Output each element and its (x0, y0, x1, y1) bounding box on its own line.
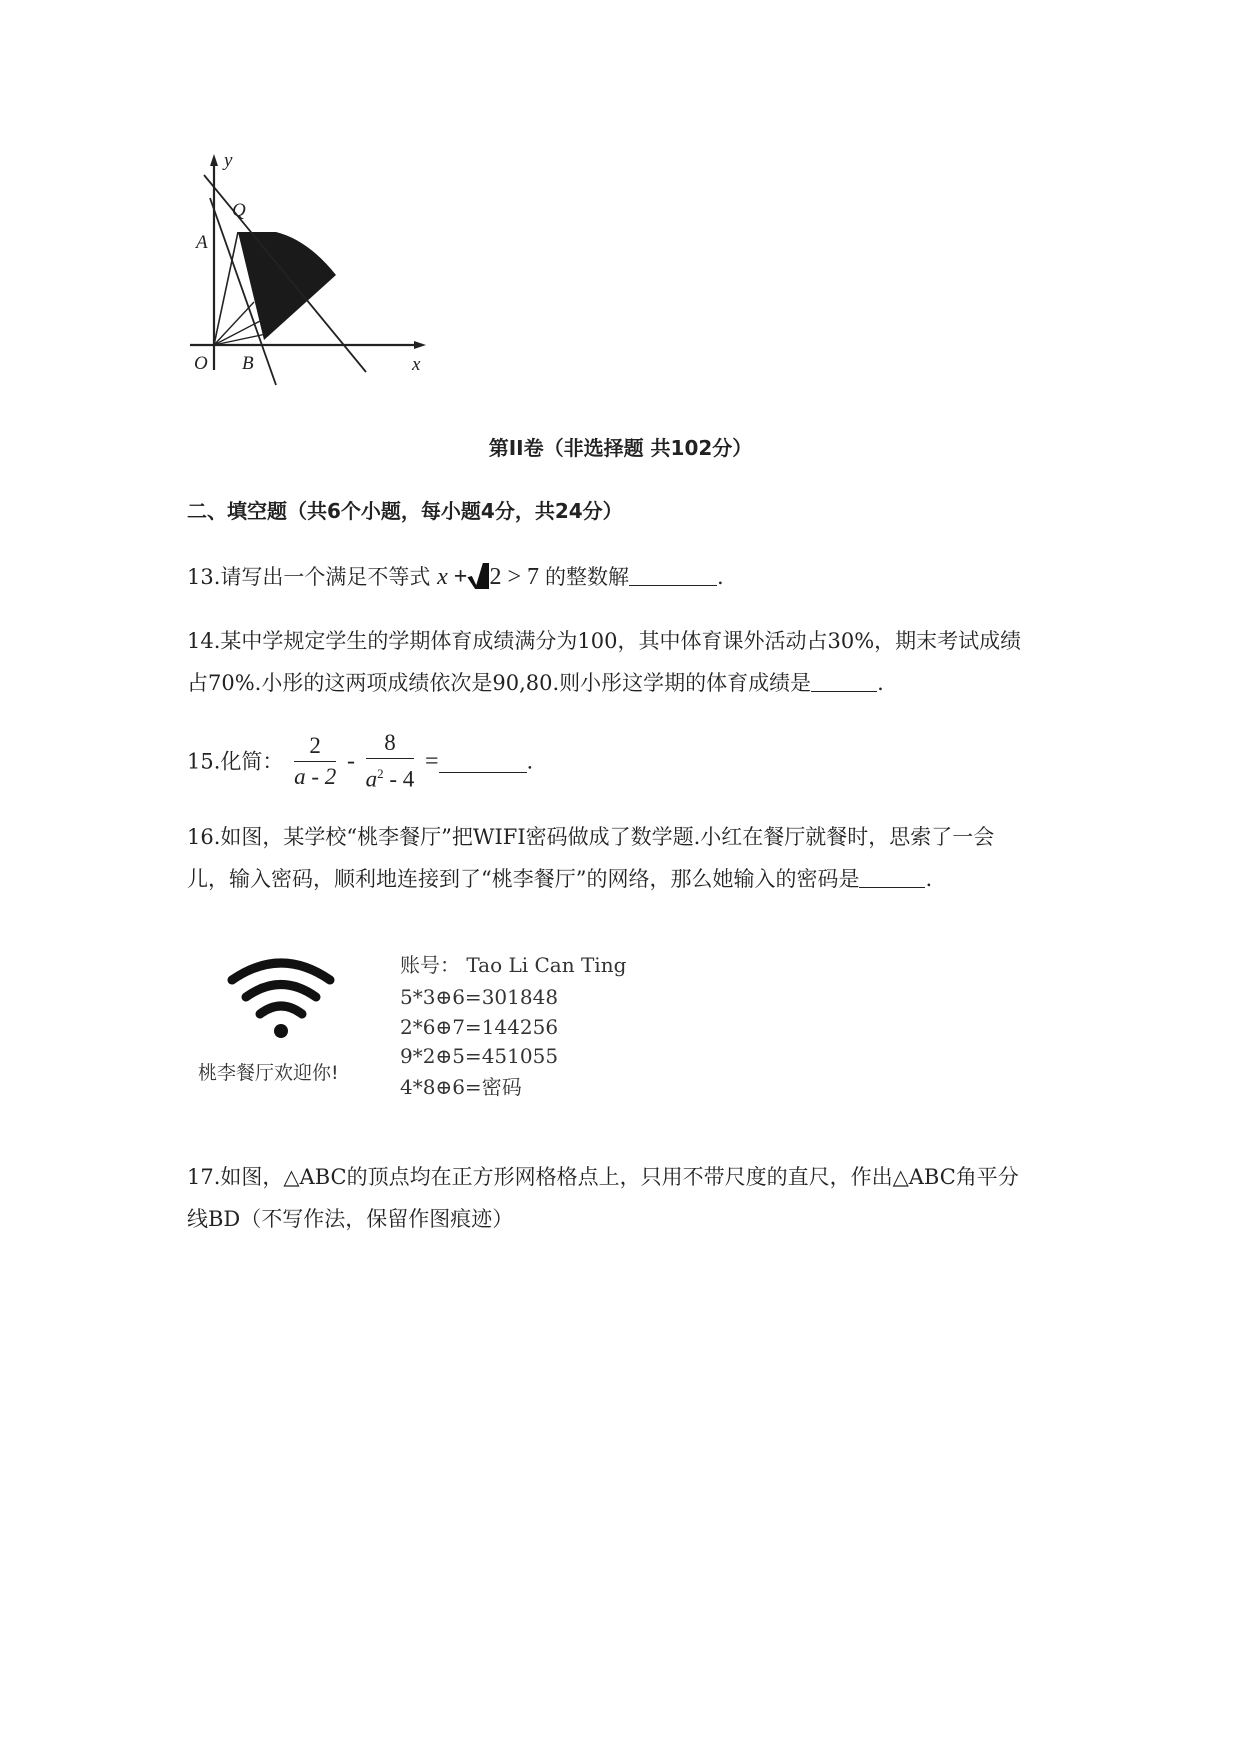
q15-frac2-num: 8 (366, 728, 415, 759)
q14-line1: 14.某中学规定学生的学期体育成绩满分为100，其中体育课外活动占30%，期末考试成绩 (187, 629, 1022, 653)
q15-equals: = (425, 748, 439, 775)
question-17 (187, 1156, 1057, 1240)
wifi-row-3: 9*2⊕5=451055 (400, 1044, 559, 1068)
q14-end: . (877, 671, 884, 695)
q15-fraction-2 (366, 728, 415, 795)
ray-1 (214, 302, 254, 345)
wifi-row-4: 4*8⊕6=密码 (400, 1075, 522, 1099)
q15-frac1-num: 2 (294, 731, 336, 762)
q13-two: 2 (489, 564, 502, 590)
q14-answer-blank[interactable] (811, 669, 877, 692)
q13-gt: > 7 (507, 564, 539, 590)
q16-end: . (925, 867, 933, 891)
label-b: B (242, 353, 254, 374)
label-x: x (412, 354, 421, 375)
q13-plus: + (453, 564, 468, 590)
x-axis-arrow (414, 341, 426, 349)
label-q: Q (232, 200, 246, 221)
q14-line2: 占70%.小彤的这两项成绩依次是90,80.则小彤这学期的体育成绩是 (187, 671, 812, 695)
question-15 (187, 728, 1057, 795)
wifi-figure (190, 938, 640, 1108)
q15-prefix: 15.化简： (187, 749, 284, 774)
section-title: 第II卷（非选择题 共102分） (488, 436, 753, 460)
q16-line2: 儿，输入密码，顺利地连接到了“桃李餐厅”的网络，那么她输入的密码是 (187, 867, 860, 891)
ray-2 (214, 320, 262, 345)
q15-answer-blank[interactable] (439, 750, 527, 773)
q16-line2-wrap (187, 858, 1057, 900)
wifi-row-1: 5*3⊕6=301848 (400, 985, 559, 1009)
shaded-sector (238, 232, 336, 340)
q13-x: x (437, 564, 448, 590)
coordinate-figure (190, 150, 430, 390)
label-o: O (194, 353, 208, 374)
q13-radical (467, 563, 489, 589)
q16-answer-blank[interactable] (859, 865, 925, 888)
q15-end: . (526, 749, 534, 774)
wifi-welcome: 桃李餐厅欢迎你! (198, 1062, 339, 1084)
wifi-icon (226, 952, 336, 1042)
label-y: y (224, 150, 233, 171)
question-13 (187, 556, 1057, 598)
q13-prefix: 13.请写出一个满足不等式 (187, 565, 431, 589)
q15-fraction-1 (294, 731, 336, 792)
label-a: A (196, 232, 208, 253)
wifi-row-2: 2*6⊕7=144256 (400, 1015, 559, 1039)
q15-frac2-den: $a^2 - 4$ (365, 766, 415, 792)
q13-answer-blank[interactable] (629, 563, 717, 586)
q17-line2: 线BD（不写作法，保留作图痕迹） (187, 1207, 514, 1231)
q15-minus: - (346, 748, 355, 775)
y-axis-arrow (210, 154, 218, 166)
q16-line1: 16.如图，某学校“桃李餐厅”把WIFI密码做成了数学题.小红在餐厅就餐时，思索了一会 (187, 825, 995, 849)
q14-line2-wrap (187, 662, 1057, 704)
q13-suffix: 的整数解 (544, 565, 629, 589)
part-title: 二、填空题（共6个小题，每小题4分，共24分） (187, 499, 623, 523)
question-14 (187, 620, 1057, 704)
q13-math (437, 564, 545, 590)
q13-end: . (716, 565, 724, 589)
q17-line1: 17.如图，△ABC的顶点均在正方形网格格点上，只用不带尺度的直尺，作出△ABC角平分 (187, 1165, 1019, 1189)
q15-frac1-den: a - 2 (294, 763, 337, 789)
question-16 (187, 816, 1057, 900)
wifi-account: 账号： Tao Li Can Ting (400, 953, 627, 977)
ray-oq (214, 232, 238, 345)
